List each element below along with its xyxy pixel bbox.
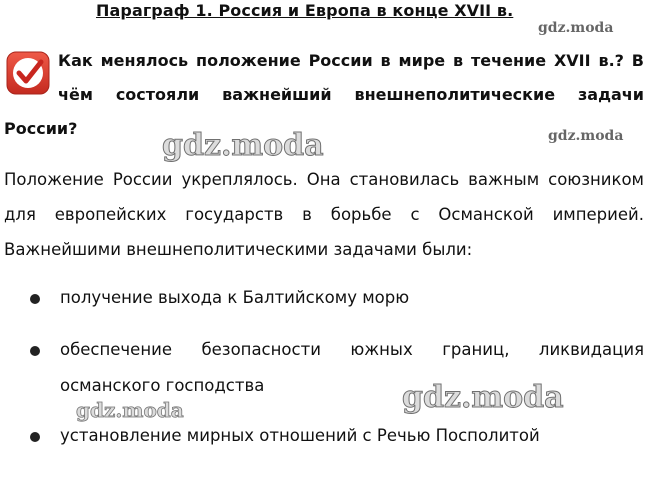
bullet-icon <box>30 432 40 442</box>
question-text: Как менялось положение России в мире в течение XVII в.? В чём состояли важнейший внешнеполитические задачи России? <box>4 51 644 138</box>
bullet-icon <box>30 346 40 356</box>
answer-text: Положение России укреплялось. Она становилась важным союзником для европейских государств в борьбе с Османской империей. Важнейшими внешнеполитическими задачами были: <box>4 170 644 259</box>
page-title: Параграф 1. Россия и Европа в конце XVII в. <box>96 1 514 20</box>
watermark: gdz.moda <box>538 20 614 36</box>
watermark: gdz.moda <box>402 380 564 415</box>
watermark: gdz.moda <box>162 128 324 163</box>
watermark: gdz.moda <box>76 398 184 422</box>
watermark: gdz.moda <box>548 128 624 144</box>
bullet-icon <box>30 294 40 304</box>
